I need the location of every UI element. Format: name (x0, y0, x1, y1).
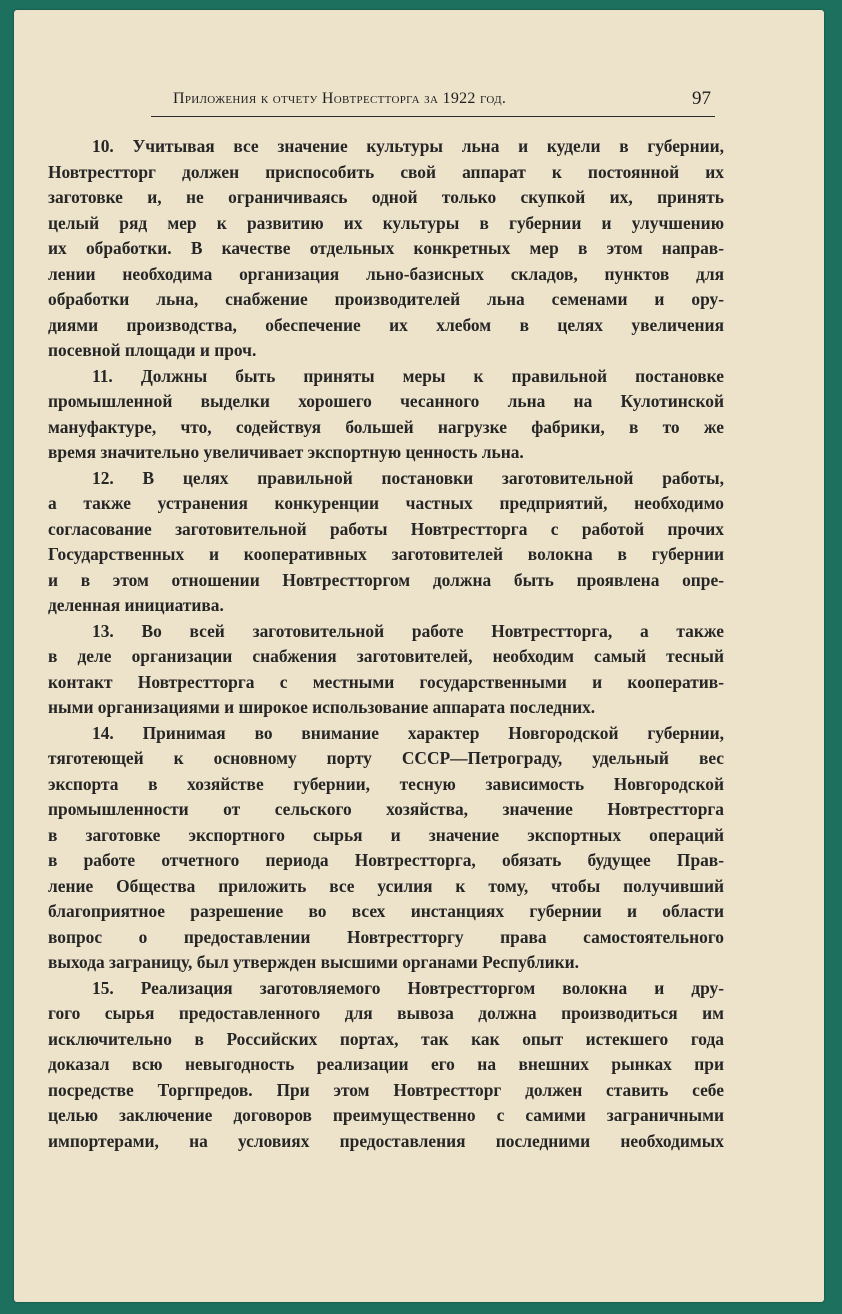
text-line: доказал всю невыгодность реализации его на внешних рынках при (48, 1054, 724, 1074)
text-line: диями производства, обеспечение их хлебом в целях увеличения (48, 314, 724, 335)
paragraph (48, 619, 724, 721)
text-line: Новтрестторг должен приспособить свой аппарат к постоянной их (48, 161, 724, 182)
text-line: выхода заграницу, был утвержден высшими органами Республики. (48, 952, 580, 972)
book-page (14, 10, 824, 1302)
text-line: согласование заготовительной работы Новтрестторга с работой прочих (48, 518, 724, 539)
text-line: ление Общества приложить все усилия к тому, чтобы получивший (48, 875, 724, 896)
page-number: 97 (692, 88, 711, 109)
text-line: 14. Принимая во внимание характер Новгородской губернии, (92, 722, 724, 743)
text-line: в деле организации снабжения заготовителей, необходим самый тесный (48, 646, 724, 666)
text-line: промышленной выделки хорошего чесанного льна на Кулотинской (48, 391, 724, 411)
paragraph (48, 721, 724, 976)
text-line: посевной площади и проч. (48, 340, 257, 360)
text-line: гого сырья предоставленного для вывоза должна производиться им (48, 1003, 724, 1023)
text-line: ными организациями и широкое использование аппарата последних. (48, 697, 596, 717)
running-head: Приложения к отчету Новтрестторга за 1922 год. (173, 90, 507, 107)
text-line: мануфактуре, что, содействуя большей нагрузке фабрики, в то же (48, 416, 724, 437)
text-line: промышленности от сельского хозяйства, значение Новтрестторга (48, 799, 724, 819)
text-line: целью заключение договоров преимущественно с самими заграничными (48, 1105, 724, 1125)
text-line: экспорта в хозяйстве губернии, тесную зависимость Новгородской (48, 773, 724, 794)
body-text (48, 134, 724, 1154)
paragraph (48, 364, 724, 466)
text-line: тяготеющей к основному порту СССР—Петрограду, удельный вес (48, 748, 724, 768)
text-line: 11. Должны быть приняты меры к правильной постановке (92, 365, 724, 386)
text-line: 10. Учитывая все значение культуры льна и кудели в губернии, (92, 136, 724, 156)
text-line: заготовке и, не ограничиваясь одной только скупкой их, принять (48, 187, 724, 207)
text-line: 15. Реализация заготовляемого Новтрестторгом волокна и дру- (92, 977, 724, 998)
text-line: контакт Новтрестторга с местными государственными и кооператив- (48, 671, 724, 692)
text-line: время значительно увеличивает экспортную ценность льна. (48, 442, 524, 462)
text-line: их обработки. В качестве отдельных конкретных мер в этом направ- (48, 238, 724, 258)
paragraph (48, 466, 724, 619)
text-line: лении необходима организация льно-базисных складов, пунктов для (48, 263, 724, 284)
text-line: исключительно в Российских портах, так как опыт истекшего года (48, 1028, 724, 1049)
text-line: обработки льна, снабжение производителей льна семенами и ору- (48, 289, 724, 309)
text-line: посредстве Торгпредов. При этом Новтрестторг должен ставить себе (48, 1079, 724, 1100)
text-line: целый ряд мер к развитию их культуры в губернии и улучшению (48, 212, 724, 233)
text-line: в заготовке экспортного сырья и значение экспортных операций (48, 824, 724, 845)
text-line: деленная инициатива. (48, 595, 224, 615)
text-line: импортерами, на условиях предоставления последними необходимых (48, 1130, 724, 1151)
text-line: а также устранения конкуренции частных предприятий, необходимо (48, 493, 724, 513)
paragraph (48, 976, 724, 1155)
text-line: Государственных и кооперативных заготовителей волокна в губернии (48, 544, 724, 564)
text-line: благоприятное разрешение во всех инстанциях губернии и области (48, 901, 724, 921)
page-header (151, 88, 715, 117)
text-line: и в этом отношении Новтрестторгом должна быть проявлена опре- (48, 569, 724, 590)
text-line: вопрос о предоставлении Новтрестторгу права самостоятельного (48, 926, 724, 947)
text-line: 13. Во всей заготовительной работе Новтрестторга, а также (92, 620, 724, 641)
text-line: 12. В целях правильной постановки заготовительной работы, (92, 467, 724, 488)
text-line: в работе отчетного периода Новтрестторга, обязать будущее Прав- (48, 850, 724, 870)
paragraph (48, 134, 724, 364)
